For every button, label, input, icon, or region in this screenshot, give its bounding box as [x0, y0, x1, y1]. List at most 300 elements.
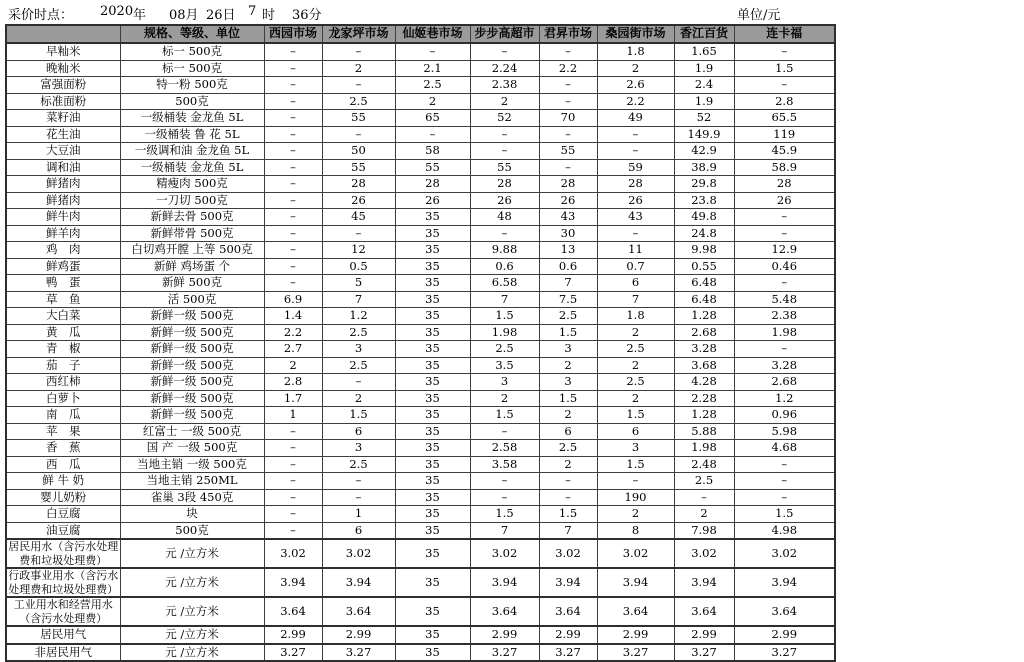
item-name-cell: 南 瓜: [6, 407, 120, 424]
price-cell: 2: [597, 324, 674, 341]
price-cell: 26: [322, 192, 395, 209]
price-cell: 5.88: [674, 423, 734, 440]
price-cell: 7: [470, 291, 539, 308]
price-cell: 12.9: [734, 242, 835, 259]
price-cell: 2.5: [470, 341, 539, 358]
price-cell: –: [264, 242, 322, 259]
spec-cell: 标一 500克: [120, 43, 264, 60]
price-cell: 2.38: [470, 77, 539, 94]
price-cell: 2.99: [470, 626, 539, 644]
table-row: [6, 456, 835, 473]
survey-month: 08月: [169, 8, 199, 23]
price-cell: 3.5: [470, 357, 539, 374]
price-cell: –: [264, 423, 322, 440]
price-cell: 35: [395, 209, 470, 226]
price-cell: 2: [322, 60, 395, 77]
table-row: [6, 176, 835, 193]
price-cell: 3.02: [734, 539, 835, 568]
price-cell: –: [597, 225, 674, 242]
price-cell: –: [734, 489, 835, 506]
price-cell: 3.27: [597, 644, 674, 662]
table-row: [6, 258, 835, 275]
spec-cell: 一级桶装 金龙鱼 5L: [120, 159, 264, 176]
price-cell: –: [264, 93, 322, 110]
price-cell: –: [734, 43, 835, 60]
price-cell: 29.8: [674, 176, 734, 193]
price-cell: –: [322, 473, 395, 490]
price-cell: 6: [597, 423, 674, 440]
price-cell: 3: [470, 374, 539, 391]
price-cell: –: [395, 43, 470, 60]
price-cell: –: [264, 110, 322, 127]
item-name-cell: 晚籼米: [6, 60, 120, 77]
price-cell: 35: [395, 522, 470, 539]
price-cell: 2: [539, 357, 597, 374]
price-cell: 4.68: [734, 440, 835, 457]
price-cell: 1.5: [470, 407, 539, 424]
price-cell: 26: [734, 192, 835, 209]
price-cell: 3.94: [674, 568, 734, 597]
item-name-cell: 工业用水和经营用水（含污水处理费）: [6, 597, 120, 626]
price-cell: 2.58: [470, 440, 539, 457]
price-cell: 0.7: [597, 258, 674, 275]
spec-cell: 新鲜一级 500克: [120, 390, 264, 407]
price-cell: 1.28: [674, 407, 734, 424]
price-cell: 2: [597, 60, 674, 77]
spec-cell: 元 /立方米: [120, 597, 264, 626]
item-name-cell: 西红柿: [6, 374, 120, 391]
price-cell: –: [264, 522, 322, 539]
price-cell: 2.5: [674, 473, 734, 490]
table-row: [6, 209, 835, 226]
price-cell: 1.5: [470, 506, 539, 523]
column-header: 龙家坪市场: [322, 25, 395, 43]
price-cell: –: [539, 473, 597, 490]
price-cell: –: [470, 126, 539, 143]
price-cell: 1.98: [674, 440, 734, 457]
table-row: [6, 568, 835, 597]
price-cell: 2.24: [470, 60, 539, 77]
price-cell: 3.64: [539, 597, 597, 626]
price-cell: 70: [539, 110, 597, 127]
price-cell: 5.98: [734, 423, 835, 440]
price-cell: –: [734, 341, 835, 358]
price-cell: 1.5: [597, 407, 674, 424]
price-cell: 1.9: [674, 93, 734, 110]
price-cell: 3.94: [264, 568, 322, 597]
corner-header: [6, 25, 120, 43]
price-cell: 1.5: [539, 506, 597, 523]
price-cell: 3: [539, 341, 597, 358]
price-cell: –: [470, 473, 539, 490]
title-bar: [0, 0, 1024, 24]
spec-cell: 国 产 一级 500克: [120, 440, 264, 457]
item-name-cell: 白豆腐: [6, 506, 120, 523]
price-cell: 35: [395, 489, 470, 506]
price-cell: –: [539, 77, 597, 94]
price-cell: 35: [395, 423, 470, 440]
price-cell: 3.27: [674, 644, 734, 662]
price-cell: 3.28: [734, 357, 835, 374]
price-cell: 3.94: [734, 568, 835, 597]
spec-cell: 元 /立方米: [120, 644, 264, 662]
table-row: [6, 374, 835, 391]
survey-day: 26日: [206, 8, 236, 23]
price-cell: 1: [264, 407, 322, 424]
table-row: [6, 275, 835, 292]
price-cell: 2.2: [264, 324, 322, 341]
price-cell: 0.46: [734, 258, 835, 275]
item-name-cell: 鲜羊肉: [6, 225, 120, 242]
price-cell: 30: [539, 225, 597, 242]
item-name-cell: 菜籽油: [6, 110, 120, 127]
price-cell: 6.48: [674, 275, 734, 292]
column-header: 步步高超市: [470, 25, 539, 43]
item-name-cell: 早籼米: [6, 43, 120, 60]
price-cell: 6: [539, 423, 597, 440]
item-name-cell: 婴儿奶粉: [6, 489, 120, 506]
price-cell: 1.7: [264, 390, 322, 407]
price-cell: –: [264, 506, 322, 523]
item-name-cell: 鲜牛肉: [6, 209, 120, 226]
price-cell: –: [264, 225, 322, 242]
price-cell: 2.8: [734, 93, 835, 110]
price-cell: –: [539, 43, 597, 60]
price-cell: 3.02: [470, 539, 539, 568]
price-cell: 3.27: [322, 644, 395, 662]
column-header: 连卡福: [734, 25, 835, 43]
price-cell: 2.8: [264, 374, 322, 391]
price-cell: 1.5: [597, 456, 674, 473]
column-header: 君昇市场: [539, 25, 597, 43]
price-cell: 12: [322, 242, 395, 259]
price-cell: 49.8: [674, 209, 734, 226]
item-name-cell: 调和油: [6, 159, 120, 176]
price-cell: 2.5: [322, 357, 395, 374]
table-row: [6, 506, 835, 523]
price-cell: 6: [322, 522, 395, 539]
price-cell: –: [597, 473, 674, 490]
item-name-cell: 苹 果: [6, 423, 120, 440]
price-cell: 7: [597, 291, 674, 308]
table-row: [6, 423, 835, 440]
table-row: [6, 43, 835, 60]
price-cell: 35: [395, 456, 470, 473]
price-cell: –: [264, 192, 322, 209]
price-cell: 48: [470, 209, 539, 226]
price-cell: 23.8: [674, 192, 734, 209]
price-cell: 28: [470, 176, 539, 193]
price-cell: 1.8: [597, 308, 674, 325]
table-row: [6, 192, 835, 209]
table-row: [6, 489, 835, 506]
spec-cell: 标一 500克: [120, 60, 264, 77]
price-cell: 11: [597, 242, 674, 259]
price-cell: 35: [395, 258, 470, 275]
price-cell: 55: [322, 110, 395, 127]
unit-note: 单位/元: [737, 8, 781, 23]
spec-cell: 新鲜一级 500克: [120, 357, 264, 374]
price-cell: –: [264, 473, 322, 490]
price-cell: 35: [395, 341, 470, 358]
spec-cell: 特一粉 500克: [120, 77, 264, 94]
price-cell: 3.28: [674, 341, 734, 358]
price-cell: 2: [470, 390, 539, 407]
table-row: [6, 390, 835, 407]
table-row: [6, 440, 835, 457]
spec-cell: 新鲜一级 500克: [120, 374, 264, 391]
price-cell: 149.9: [674, 126, 734, 143]
price-cell: 190: [597, 489, 674, 506]
price-cell: 2.99: [734, 626, 835, 644]
price-cell: 55: [322, 159, 395, 176]
price-cell: 35: [395, 242, 470, 259]
spec-cell: 新鲜 500克: [120, 275, 264, 292]
price-cell: 28: [322, 176, 395, 193]
spec-cell: 新鲜去骨 500克: [120, 209, 264, 226]
price-cell: 1.4: [264, 308, 322, 325]
price-cell: 7: [539, 522, 597, 539]
price-cell: 2.5: [539, 440, 597, 457]
price-cell: 35: [395, 374, 470, 391]
price-cell: 42.9: [674, 143, 734, 160]
price-cell: 55: [395, 159, 470, 176]
survey-minute: 36分: [292, 8, 322, 23]
price-cell: 4.28: [674, 374, 734, 391]
price-cell: 2.5: [322, 456, 395, 473]
table-row: [6, 473, 835, 490]
price-cell: 1.98: [734, 324, 835, 341]
price-cell: 55: [470, 159, 539, 176]
price-cell: 58.9: [734, 159, 835, 176]
price-cell: –: [734, 209, 835, 226]
spec-cell: 新鲜 鸡场蛋 个: [120, 258, 264, 275]
price-cell: 0.55: [674, 258, 734, 275]
spec-cell: 新鲜一级 500克: [120, 324, 264, 341]
spec-cell: 元 /立方米: [120, 539, 264, 568]
price-cell: 7.98: [674, 522, 734, 539]
price-cell: 1.28: [674, 308, 734, 325]
price-cell: 35: [395, 291, 470, 308]
price-cell: 52: [674, 110, 734, 127]
price-cell: 65.5: [734, 110, 835, 127]
table-row: [6, 626, 835, 644]
price-cell: 6: [322, 423, 395, 440]
item-name-cell: 大白菜: [6, 308, 120, 325]
price-cell: 35: [395, 440, 470, 457]
table-row: [6, 308, 835, 325]
table-row: [6, 291, 835, 308]
price-cell: 3.02: [322, 539, 395, 568]
spec-cell: 当地主销 一级 500克: [120, 456, 264, 473]
price-cell: 6: [597, 275, 674, 292]
price-cell: 1.5: [734, 506, 835, 523]
price-cell: 5.48: [734, 291, 835, 308]
item-name-cell: 白萝卜: [6, 390, 120, 407]
price-cell: –: [470, 423, 539, 440]
price-cell: 3.27: [470, 644, 539, 662]
survey-time-label: 采价时点：: [8, 8, 74, 23]
item-name-cell: 鲜 牛 奶: [6, 473, 120, 490]
price-cell: –: [264, 77, 322, 94]
price-cell: –: [539, 126, 597, 143]
price-cell: 2.99: [322, 626, 395, 644]
spec-cell: 新鲜一级 500克: [120, 407, 264, 424]
price-cell: 0.5: [322, 258, 395, 275]
price-cell: 3.02: [539, 539, 597, 568]
spec-cell: 当地主销 250ML: [120, 473, 264, 490]
price-cell: 0.6: [470, 258, 539, 275]
spec-cell: 新鲜一级 500克: [120, 308, 264, 325]
price-cell: 38.9: [674, 159, 734, 176]
price-cell: 5: [322, 275, 395, 292]
price-cell: 26: [395, 192, 470, 209]
price-cell: 2.5: [322, 324, 395, 341]
price-cell: –: [395, 126, 470, 143]
price-cell: 49: [597, 110, 674, 127]
price-cell: 2.99: [264, 626, 322, 644]
spec-cell: 新鲜一级 500克: [120, 341, 264, 358]
price-cell: 28: [395, 176, 470, 193]
price-cell: 2: [264, 357, 322, 374]
price-cell: 1.2: [734, 390, 835, 407]
item-name-cell: 鲜鸡蛋: [6, 258, 120, 275]
price-cell: 35: [395, 539, 470, 568]
price-cell: 43: [597, 209, 674, 226]
price-cell: 2: [322, 390, 395, 407]
price-cell: 3.27: [734, 644, 835, 662]
price-cell: 52: [470, 110, 539, 127]
table-row: [6, 159, 835, 176]
price-cell: 3.64: [674, 597, 734, 626]
price-cell: 2.5: [322, 93, 395, 110]
item-name-cell: 草 鱼: [6, 291, 120, 308]
price-cell: 58: [395, 143, 470, 160]
price-cell: –: [264, 176, 322, 193]
price-cell: 2: [539, 407, 597, 424]
survey-hour: 7: [248, 4, 257, 19]
item-name-cell: 居民用气: [6, 626, 120, 644]
price-cell: 35: [395, 275, 470, 292]
price-cell: 6.9: [264, 291, 322, 308]
price-cell: 2.68: [674, 324, 734, 341]
price-cell: 28: [734, 176, 835, 193]
price-cell: 1.5: [539, 324, 597, 341]
price-cell: 3.58: [470, 456, 539, 473]
price-cell: 2.4: [674, 77, 734, 94]
price-cell: 3: [322, 341, 395, 358]
price-cell: –: [322, 43, 395, 60]
price-cell: 2: [674, 506, 734, 523]
item-name-cell: 居民用水（含污水处理费和垃圾处理费）: [6, 539, 120, 568]
price-cell: –: [734, 225, 835, 242]
spec-cell: 一刀切 500克: [120, 192, 264, 209]
price-cell: 1.5: [734, 60, 835, 77]
price-cell: 2: [395, 93, 470, 110]
spec-cell: 一级桶装 鲁 花 5L: [120, 126, 264, 143]
spec-cell: 一级调和油 金龙鱼 5L: [120, 143, 264, 160]
spec-cell: 精瘦肉 500克: [120, 176, 264, 193]
table-row: [6, 357, 835, 374]
survey-year: 2020: [100, 4, 134, 19]
price-cell: 24.8: [674, 225, 734, 242]
price-cell: 3.68: [674, 357, 734, 374]
price-cell: –: [539, 159, 597, 176]
price-cell: –: [322, 126, 395, 143]
price-cell: 2.28: [674, 390, 734, 407]
price-cell: 3: [322, 440, 395, 457]
table-row: [6, 60, 835, 77]
price-cell: 1.9: [674, 60, 734, 77]
price-cell: 35: [395, 225, 470, 242]
price-cell: 3.64: [322, 597, 395, 626]
price-cell: –: [264, 258, 322, 275]
price-cell: 13: [539, 242, 597, 259]
price-cell: 2: [597, 390, 674, 407]
price-cell: 9.98: [674, 242, 734, 259]
price-cell: 2.99: [539, 626, 597, 644]
price-cell: 1.98: [470, 324, 539, 341]
price-cell: 2.5: [597, 374, 674, 391]
spec-cell: 500克: [120, 93, 264, 110]
table-row: [6, 93, 835, 110]
spec-cell: 500克: [120, 522, 264, 539]
item-name-cell: 行政事业用水（含污水处理费和垃圾处理费）: [6, 568, 120, 597]
price-cell: –: [539, 489, 597, 506]
price-cell: –: [597, 143, 674, 160]
price-cell: 1.5: [470, 308, 539, 325]
item-name-cell: 鲜猪肉: [6, 192, 120, 209]
price-cell: –: [470, 489, 539, 506]
price-cell: 28: [539, 176, 597, 193]
table-row: [6, 242, 835, 259]
item-name-cell: 鸭 蛋: [6, 275, 120, 292]
price-cell: –: [734, 275, 835, 292]
price-cell: 1.2: [322, 308, 395, 325]
price-cell: –: [322, 374, 395, 391]
table-row: [6, 644, 835, 662]
price-cell: 50: [322, 143, 395, 160]
price-cell: –: [264, 159, 322, 176]
price-cell: 2: [539, 456, 597, 473]
price-table: [5, 24, 836, 662]
price-cell: 2.2: [539, 60, 597, 77]
price-cell: 2.7: [264, 341, 322, 358]
price-cell: –: [264, 209, 322, 226]
price-cell: 2: [597, 506, 674, 523]
price-cell: 2.2: [597, 93, 674, 110]
price-cell: 3.64: [597, 597, 674, 626]
item-name-cell: 黄 瓜: [6, 324, 120, 341]
item-name-cell: 富强面粉: [6, 77, 120, 94]
column-header: 香江百货: [674, 25, 734, 43]
item-name-cell: 西 瓜: [6, 456, 120, 473]
price-cell: 1.65: [674, 43, 734, 60]
price-cell: 2.99: [674, 626, 734, 644]
price-cell: 2: [470, 93, 539, 110]
table-body: [6, 43, 835, 661]
price-cell: 3.02: [264, 539, 322, 568]
price-cell: 3.94: [470, 568, 539, 597]
price-cell: –: [470, 225, 539, 242]
price-cell: 26: [539, 192, 597, 209]
price-cell: 3.02: [597, 539, 674, 568]
price-cell: 35: [395, 568, 470, 597]
price-cell: 8: [597, 522, 674, 539]
price-cell: 7.5: [539, 291, 597, 308]
price-cell: –: [264, 456, 322, 473]
price-cell: 59: [597, 159, 674, 176]
